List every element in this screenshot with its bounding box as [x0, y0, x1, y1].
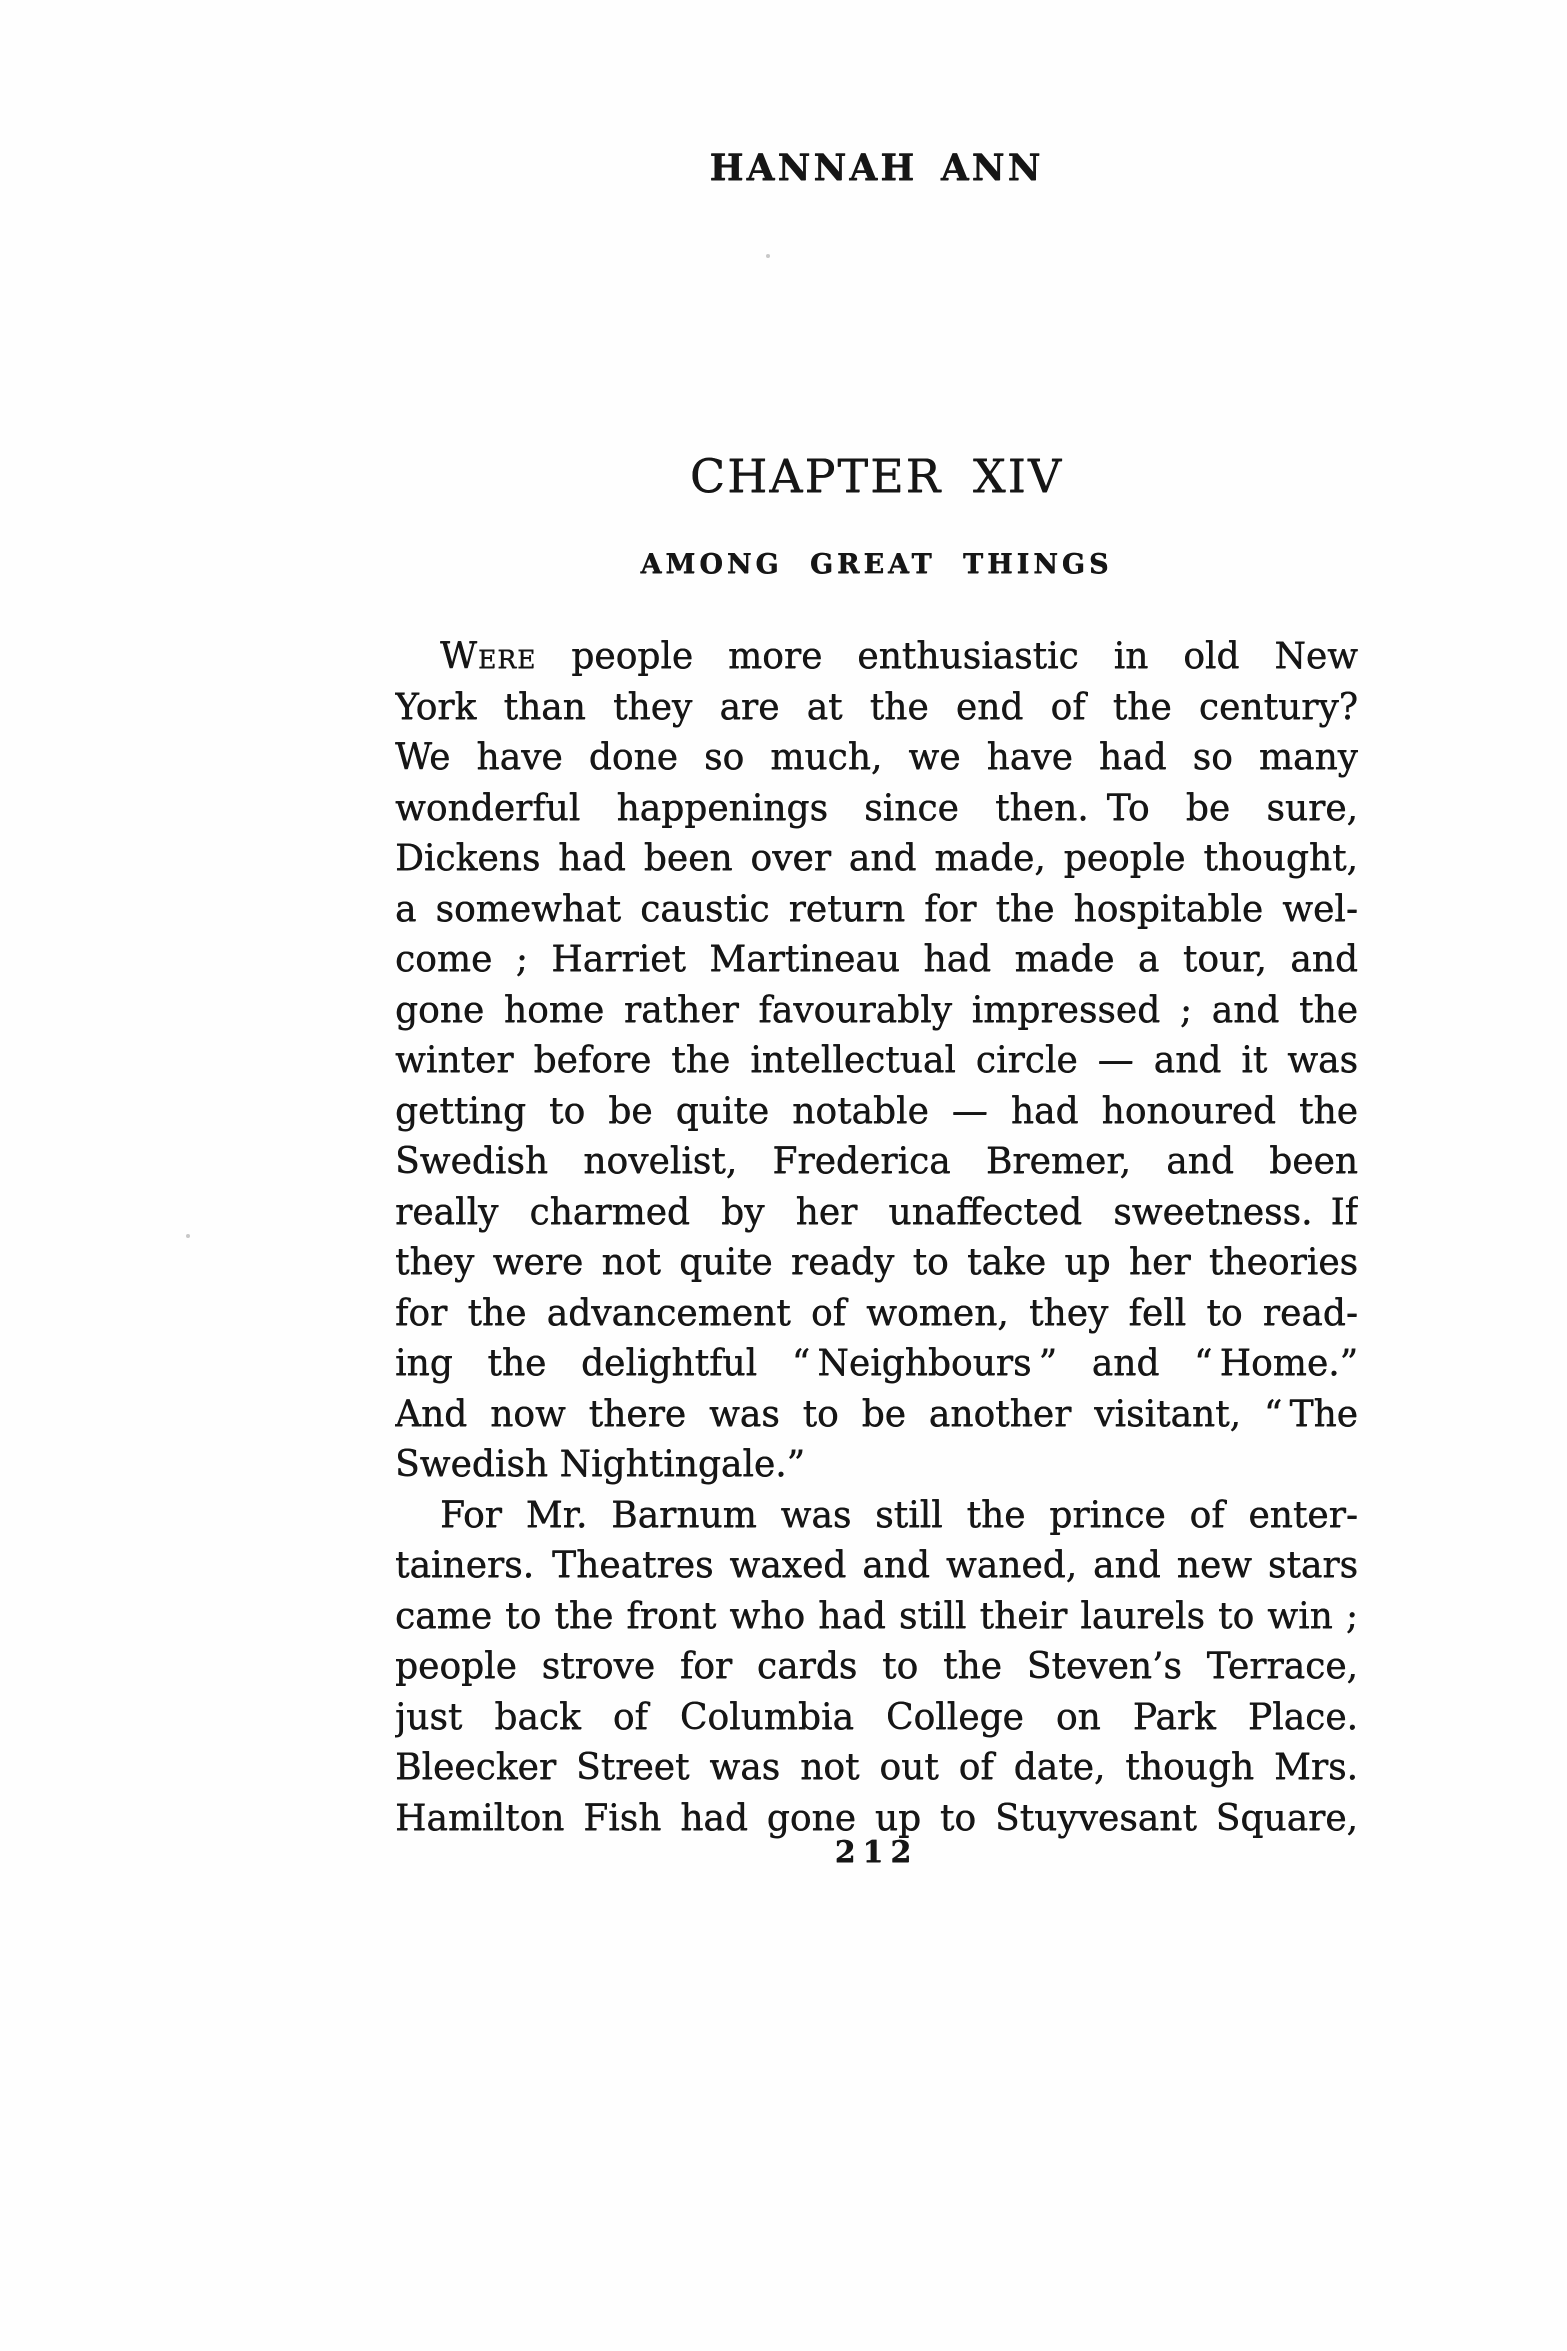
body-text: [395, 632, 1358, 1844]
text-line: ing the delightful “ Neighbours ” and “ Home.”: [395, 1343, 1358, 1384]
text-line: For Mr. Barnum was still the prince of enter-: [440, 1494, 1358, 1536]
text-line: wonderful happenings since then. To be sure,: [395, 787, 1358, 829]
paragraph: [395, 1491, 1358, 1845]
text-line: a somewhat caustic return for the hospitable wel-: [395, 888, 1358, 930]
text-line: Dickens had been over and made, people thought,: [395, 838, 1358, 879]
text-line: just back of Columbia College on Park Place.: [395, 1696, 1358, 1738]
text-line: gone home rather favourably impressed ; and the: [395, 989, 1358, 1031]
page-number: 212: [834, 1835, 919, 1870]
chapter-subtitle: AMONG GREAT THINGS: [640, 549, 1113, 580]
text-line: really charmed by her unaffected sweetness. If: [395, 1191, 1358, 1233]
text-line: Bleecker Street was not out of date, though Mrs.: [395, 1747, 1358, 1788]
text-line: tainers. Theatres waxed and waned, and new stars: [395, 1545, 1358, 1586]
text-line: people strove for cards to the Steven’s Terrace,: [395, 1646, 1358, 1687]
text-line: come ; Harriet Martineau had made a tour, and: [395, 939, 1358, 980]
scan-speck: [766, 254, 770, 258]
text-line: getting to be quite notable — had honoured the: [395, 1090, 1358, 1132]
chapter-title: CHAPTER XIV: [689, 449, 1064, 503]
text-line: Hamilton Fish had gone up to Stuyvesant Square,: [395, 1797, 1358, 1839]
text-line: And now there was to be another visitant, “ The: [395, 1393, 1358, 1435]
running-header: HANNAH ANN: [709, 147, 1044, 189]
paragraph-lead-word: Were: [440, 636, 537, 677]
text-line: Were people more enthusiastic in old New: [440, 636, 1358, 677]
text-line: came to the front who had still their laurels to win ;: [395, 1595, 1358, 1637]
paragraph: [395, 632, 1358, 1491]
text-line: they were not quite ready to take up her theories: [395, 1242, 1358, 1283]
text-line: for the advancement of women, they fell to read-: [395, 1292, 1358, 1334]
text-line: We have done so much, we have had so many: [395, 737, 1358, 778]
text-line: York than they are at the end of the century?: [395, 686, 1358, 728]
text-line: Swedish novelist, Frederica Bremer, and been: [395, 1141, 1358, 1182]
text-line: Swedish Nightingale.”: [395, 1444, 806, 1485]
scan-speck: [186, 1234, 190, 1238]
text-line: winter before the intellectual circle — and it was: [395, 1040, 1358, 1081]
